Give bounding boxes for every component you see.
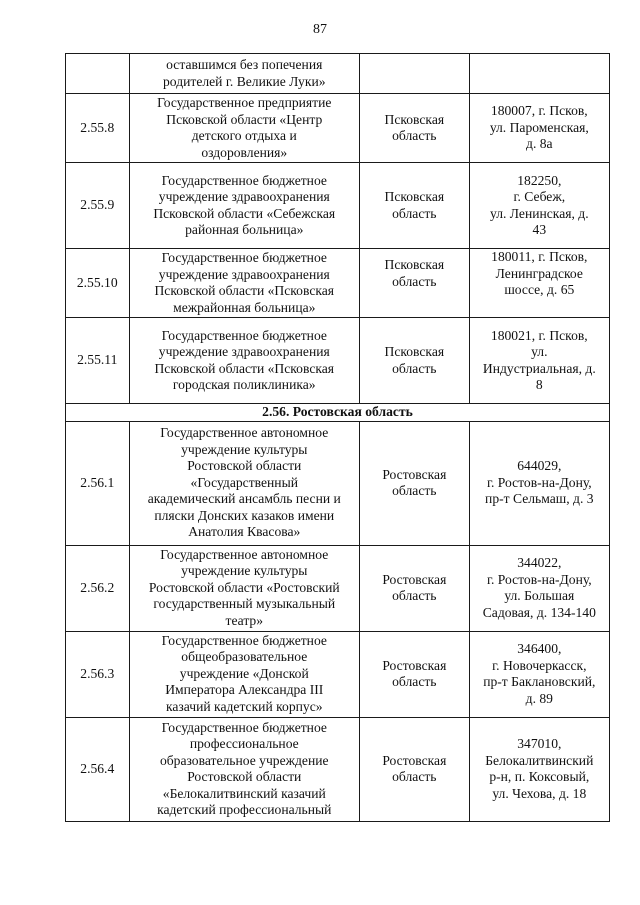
address-line: Садовая, д. 134-140 [482,604,596,620]
address-line: пр-т Баклановский, [483,674,596,689]
organization-name-line: Государственное бюджетное [161,327,327,343]
region-cell [360,631,470,717]
organization-name-line: Государственное автономное [160,546,329,562]
region-line: Псковская [384,344,445,359]
organization-name-line: Ростовской области [187,769,302,784]
address-line: ул. [531,344,548,359]
table-row [66,631,610,717]
address-line: д. 8а [526,136,553,152]
row-number-cell: 2.56.1 [66,421,130,545]
address-line: 8 [535,377,543,392]
table-row [66,54,610,94]
address-line: ул. Большая [504,588,575,603]
region-line: область [392,360,437,376]
organization-name-line: районная больница» [185,222,304,237]
organization-name-line: учреждение здравоохранения [158,189,330,204]
organization-name-line: городская поликлиника» [172,377,316,392]
organization-name-line: академический ансамбль песни и [147,491,341,507]
organization-name-line: государственный музыкальный [153,596,336,612]
address-cell [469,249,609,318]
address-line: шоссе, д. 65 [504,282,575,297]
organization-name-line: учреждение культуры [181,441,308,457]
address-cell [469,163,609,249]
address-line: 346400, [517,641,562,656]
region-line: область [392,483,437,498]
organization-name-line: оздоровления» [201,144,288,160]
organization-name-line: Государственное бюджетное [161,172,327,188]
address-cell [469,318,609,404]
table-row [66,421,610,545]
region-line: область [392,588,437,603]
address-line: Белокалитвинский [485,752,594,768]
address-line: Индустриальная, д. [482,360,596,376]
table-row [66,249,610,318]
organization-name-line: родителей г. Великие Луки» [163,73,326,89]
region-line: Ростовская [382,752,447,768]
organization-name-line: Псковской области «Псковская [154,283,335,298]
organization-name-line: «Государственный [190,474,298,490]
address-line: р-н, п. Коксовый, [489,769,590,784]
address-cell [469,717,609,821]
address-line: г. Новочеркасск, [492,657,587,673]
page-number: 87 [313,22,327,37]
region-line: область [392,205,437,221]
organization-name-cell [129,631,360,717]
region-line: Псковская [384,189,445,204]
region-cell [360,54,470,94]
address-cell [469,421,609,545]
organization-name-cell [129,318,360,404]
organization-name-line: Императора Александра III [165,682,324,698]
address-cell [469,94,609,163]
address-line: 180011, г. Псков, [491,249,588,264]
organization-name-line: Анатолия Квасова» [188,524,301,540]
organization-name-line: Псковской области «Центр [166,111,323,127]
table-row [66,318,610,404]
address-line: ул. Ленинская, д. [490,205,589,221]
organization-name-line: Государственное предприятие [157,95,332,110]
region-line: область [392,674,437,689]
region-line: Псковская [384,257,445,272]
table-row [66,94,610,163]
address-line: ул. Пароменская, [489,119,589,135]
organization-name-line: казачий кадетский корпус» [165,698,323,714]
address-line: 644029, [517,458,562,474]
organization-name-line: Псковской области «Псковская [154,360,335,376]
row-number-cell: 2.55.11 [66,318,130,404]
address-line: пр-т Сельмаш, д. 3 [485,491,594,507]
organization-name-line: «Белокалитвинский казачий [162,785,326,801]
region-line: Ростовская [382,466,447,482]
organization-name-line: Государственное бюджетное [161,719,327,735]
region-cell [360,163,470,249]
section-title: 2.56. Ростовская область [66,404,610,422]
address-line: 347010, [517,736,562,751]
region-cell [360,318,470,404]
address-line: 180021, г. Псков, [490,327,588,343]
address-line: г. Ростов-на-Дону, [486,474,592,490]
organization-name-line: учреждение здравоохранения [158,266,330,282]
organization-name-cell [129,421,360,545]
address-line: ул. Чехова, д. 18 [492,785,587,801]
row-number-cell: 2.56.4 [66,717,130,821]
address-line: Ленинградское [495,265,583,281]
organization-name-line: Государственное автономное [160,425,329,441]
address-line: 180007, г. Псков, [490,103,588,119]
organizations-table [65,53,610,822]
table-row [66,545,610,631]
organization-name-line: учреждение здравоохранения [158,344,330,359]
address-line: г. Себеж, [513,189,566,204]
section-header-row [66,404,610,422]
organization-name-line: кадетский профессиональный [157,802,332,817]
address-line: д. 89 [525,690,553,706]
organization-name-line: оставшимся без попечения [166,57,323,72]
address-cell [469,54,609,94]
address-cell [469,545,609,631]
region-line: область [392,128,437,143]
row-number-cell: 2.56.3 [66,631,130,717]
address-cell [469,631,609,717]
row-number-cell: 2.55.9 [66,163,130,249]
address-line: г. Ростов-на-Дону, [486,571,592,587]
row-number-cell: 2.56.2 [66,545,130,631]
organization-name-line: профессиональное [189,736,299,751]
region-cell [360,545,470,631]
organization-name-cell [129,163,360,249]
region-cell [360,94,470,163]
organization-name-line: Ростовской области «Ростовский [148,579,340,595]
organization-name-cell [129,545,360,631]
organization-name-line: пляски Донских казаков имени [154,507,335,523]
row-number-cell [66,54,130,94]
address-line: 182250, [517,172,562,188]
region-cell [360,717,470,821]
organization-name-line: Псковской области «Себежская [153,205,336,221]
organization-name-line: образовательное учреждение [159,752,329,768]
address-line: 43 [532,222,547,237]
organization-name-line: детского отдыха и [191,128,297,143]
organization-name-line: Государственное бюджетное [161,632,327,648]
organization-name-line: учреждение культуры [181,563,308,579]
organization-name-line: Ростовской области [187,458,302,474]
row-number-cell: 2.55.10 [66,249,130,318]
organization-name-line: Государственное бюджетное [161,250,327,265]
table-row [66,717,610,821]
organization-name-cell [129,717,360,821]
region-line: область [392,769,437,784]
organization-name-line: учреждение «Донской [179,665,309,681]
organization-name-cell [129,54,360,94]
organization-name-cell [129,94,360,163]
row-number-cell: 2.55.8 [66,94,130,163]
region-line: область [392,273,437,289]
organization-name-line: театр» [225,612,264,628]
region-line: Ростовская [382,657,447,673]
organization-name-line: общеобразовательное [181,649,308,665]
region-line: Псковская [384,111,445,127]
address-line: 344022, [517,555,562,570]
region-cell [360,249,470,318]
organization-name-line: межрайонная больница» [173,299,316,315]
organization-name-cell [129,249,360,318]
region-line: Ростовская [382,571,447,587]
table-row [66,163,610,249]
region-cell [360,421,470,545]
